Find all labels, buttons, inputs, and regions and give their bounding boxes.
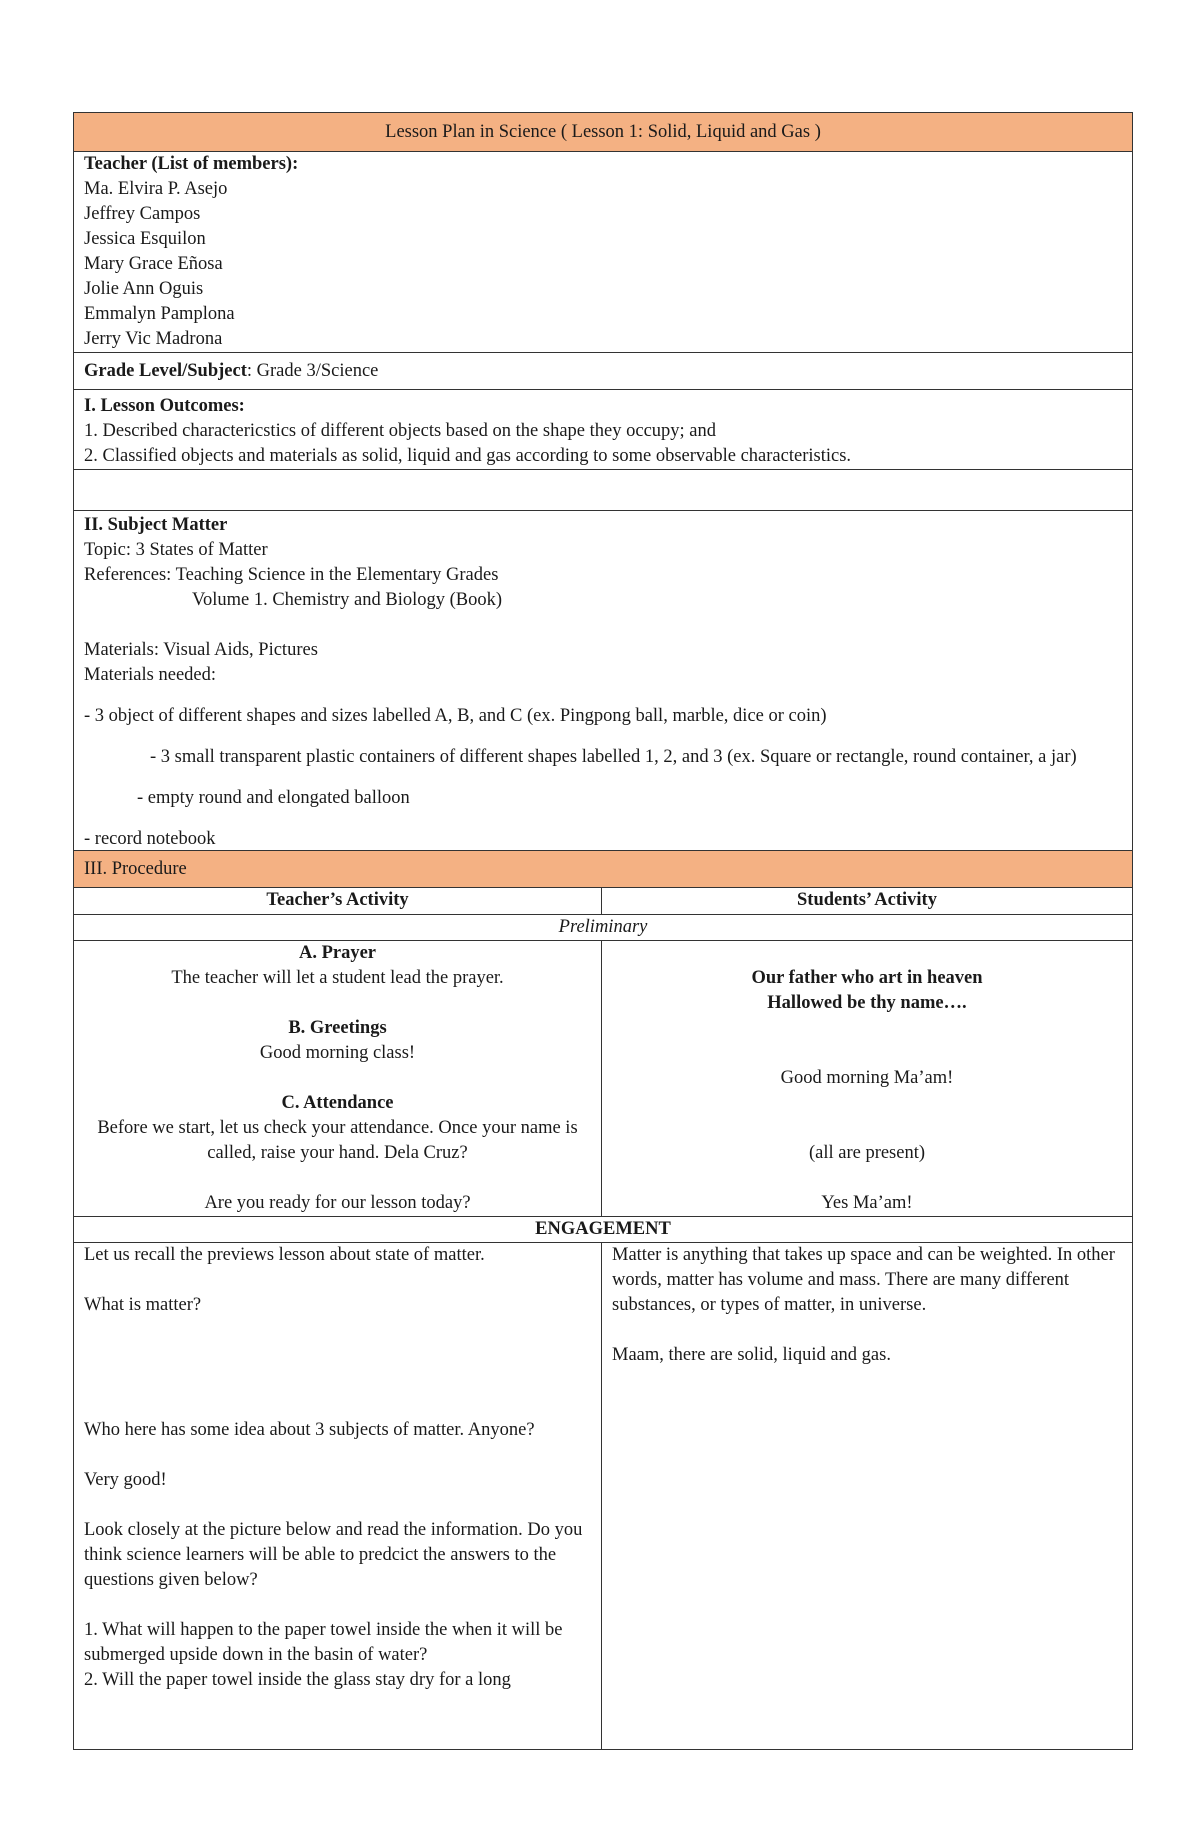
- students-engagement-cell: [602, 1243, 1133, 1750]
- grade-cell: [74, 353, 1133, 390]
- material-item: - record notebook: [84, 829, 216, 849]
- preliminary-activities-row: [74, 941, 1133, 1217]
- student-ready: Yes Ma’am!: [821, 1193, 913, 1213]
- teacher-preliminary-cell: [74, 941, 602, 1217]
- lesson-plan-table: [73, 112, 1133, 1750]
- grade-label: Grade Level/Subject: [84, 360, 247, 381]
- engagement-label: ENGAGEMENT: [74, 1217, 1133, 1243]
- attendance-text: Before we start, let us check your attendance. Once your name is called, raise your hand. Dela Cruz?: [97, 1118, 578, 1163]
- teacher-what-is-matter: What is matter?: [84, 1295, 202, 1315]
- prayer-title: A. Prayer: [298, 943, 377, 963]
- teacher-very-good: Very good!: [84, 1470, 167, 1490]
- outcomes-cell: [74, 390, 1133, 470]
- greetings-title: B. Greetings: [288, 1018, 387, 1038]
- greetings-text: Good morning class!: [259, 1043, 416, 1063]
- grade-row: [74, 353, 1133, 390]
- teachers-label: Teacher (List of members):: [84, 154, 299, 174]
- lesson-title: Lesson Plan in Science ( Lesson 1: Solid, Liquid and Gas ): [74, 113, 1133, 152]
- teacher-member: Jeffrey Campos: [84, 204, 201, 224]
- student-prayer-line: Our father who art in heaven: [751, 968, 983, 988]
- subject-matter-cell: [74, 511, 1133, 851]
- empty-cell: [74, 470, 1133, 511]
- teacher-member: Ma. Elvira P. Asejo: [84, 179, 228, 199]
- teacher-activity-header: Teacher’s Activity: [74, 888, 602, 915]
- students-activity-header: Students’ Activity: [602, 888, 1133, 915]
- student-attendance: (all are present): [808, 1143, 926, 1163]
- material-item: - empty round and elongated balloon: [137, 788, 410, 808]
- teacher-question-1: 1. What will happen to the paper towel inside the when it will be submerged upside down in the basin of water?: [84, 1620, 563, 1665]
- engagement-row: [74, 1217, 1133, 1243]
- teachers-row: [74, 152, 1133, 353]
- outcome-item: 2. Classified objects and materials as solid, liquid and gas according to some observable characteristics.: [84, 446, 852, 466]
- teacher-member: Emmalyn Pamplona: [84, 304, 235, 324]
- outcome-item: 1. Described charactericstics of different objects based on the shape they occupy; and: [84, 421, 717, 441]
- engagement-content-row: [74, 1243, 1133, 1750]
- teacher-member: Mary Grace Eñosa: [84, 254, 223, 274]
- empty-row: [74, 470, 1133, 511]
- student-states-answer: Maam, there are solid, liquid and gas.: [612, 1345, 891, 1365]
- student-matter-answer: Matter is anything that takes up space and can be weighted. In other words, matter has volume and mass. There are many different substances, or types of matter, in universe.: [612, 1245, 1115, 1315]
- references-cont-text: Volume 1. Chemistry and Biology (Book): [192, 590, 503, 610]
- outcomes-label: I. Lesson Outcomes:: [84, 396, 245, 416]
- teacher-engagement-cell: [74, 1243, 602, 1750]
- teacher-member: Jessica Esquilon: [84, 229, 206, 249]
- student-greeting: Good morning Ma’am!: [780, 1068, 954, 1088]
- attendance-title: C. Attendance: [281, 1093, 394, 1113]
- ready-text: Are you ready for our lesson today?: [204, 1193, 471, 1213]
- teachers-cell: [74, 152, 1133, 353]
- student-prayer-line: Hallowed be thy name….: [767, 993, 967, 1013]
- subject-matter-row: [74, 511, 1133, 851]
- teacher-member: Jolie Ann Oguis: [84, 279, 204, 299]
- teacher-recall: Let us recall the previews lesson about state of matter.: [84, 1245, 485, 1265]
- teacher-who-question: Who here has some idea about 3 subjects of matter. Anyone?: [84, 1420, 535, 1440]
- outcomes-row: [74, 390, 1133, 470]
- material-item: - 3 object of different shapes and sizes labelled A, B, and C (ex. Pingpong ball, marble, dice or coin): [84, 706, 827, 726]
- prayer-text: The teacher will let a student lead the prayer.: [171, 968, 504, 988]
- teacher-member: Jerry Vic Madrona: [84, 329, 223, 349]
- grade-value: : Grade 3/Science: [246, 360, 379, 381]
- teacher-question-2: 2. Will the paper towel inside the glass stay dry for a long: [84, 1670, 511, 1690]
- materials-text: Materials: Visual Aids, Pictures: [84, 640, 318, 660]
- lesson-plan-page: [73, 112, 1132, 1750]
- material-item: - 3 small transparent plastic containers of different shapes labelled 1, 2, and 3 (ex. Square or rectangle, round container, a jar): [150, 747, 1077, 767]
- students-preliminary-cell: [602, 941, 1133, 1217]
- procedure-row: [74, 851, 1133, 888]
- preliminary-row: [74, 915, 1133, 941]
- procedure-label: III. Procedure: [74, 851, 1133, 888]
- title-row: [74, 113, 1133, 152]
- teacher-look-closely: Look closely at the picture below and read the information. Do you think science learners will be able to predcict the answers to the questions given below?: [84, 1520, 583, 1590]
- subject-matter-label: II. Subject Matter: [84, 515, 228, 535]
- references-text: References: Teaching Science in the Elementary Grades: [84, 565, 499, 585]
- preliminary-label: Preliminary: [74, 915, 1133, 941]
- materials-needed-label: Materials needed:: [84, 665, 217, 685]
- topic-text: Topic: 3 States of Matter: [84, 540, 268, 560]
- column-headers-row: [74, 888, 1133, 915]
